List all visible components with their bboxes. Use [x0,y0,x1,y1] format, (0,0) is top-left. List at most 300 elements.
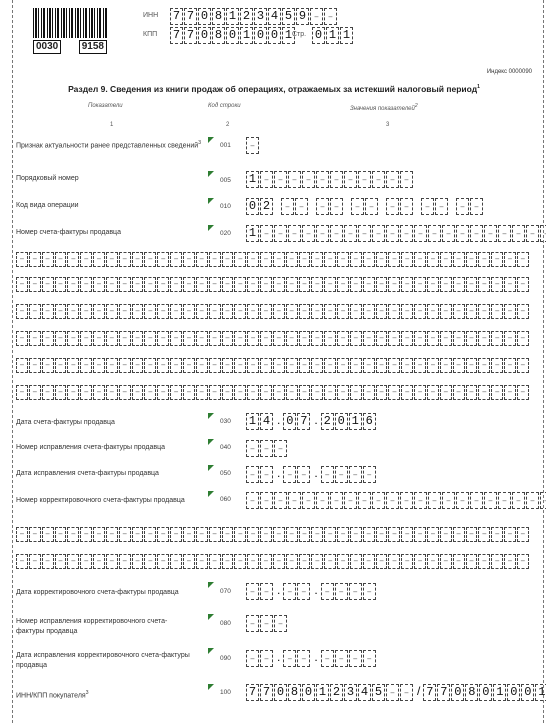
relevance-sign-cell[interactable] [246,137,259,154]
invoice-date-month[interactable]: 0 [283,413,296,430]
invoice-number-continuation-cell[interactable] [491,385,503,400]
invoice-number-continuation-cell[interactable] [170,304,182,319]
invoice-number-continuation-cell[interactable] [132,331,144,346]
invoice-number-continuation-cell[interactable] [491,331,503,346]
invoice-number-continuation-cell[interactable] [376,304,388,319]
adjustment-invoice-number-continuation-cell[interactable] [55,554,67,569]
invoice-number-continuation-cell[interactable] [478,385,490,400]
relevance-sign-field[interactable] [246,137,260,154]
invoice-number-cell[interactable] [484,225,497,242]
invoice-number-continuation-cell[interactable] [504,304,516,319]
invoice-number-continuation-cell[interactable] [132,277,144,292]
invoice-number-continuation-cell[interactable] [401,277,413,292]
invoice-number-cell[interactable] [316,225,329,242]
invoice-number-continuation-cell[interactable] [234,358,246,373]
invoice-number-continuation-cell[interactable] [106,385,118,400]
invoice-number-continuation-cell[interactable] [144,252,156,267]
adjustment-invoice-number-continuation-cell[interactable] [427,554,439,569]
kpp-cell[interactable]: 0 [268,27,281,44]
adjustment-invoice-date-day[interactable] [246,583,259,600]
inn-cell[interactable]: 9 [296,8,309,25]
invoice-number-continuation-cell[interactable] [234,304,246,319]
invoice-number-continuation-cell[interactable] [401,385,413,400]
invoice-number-continuation-cell[interactable] [209,277,221,292]
serial-number-cell[interactable] [302,171,315,188]
operation-code-cell[interactable] [435,198,448,215]
adjustment-correction-date-year[interactable] [349,650,362,667]
operation-code-cell-group[interactable] [281,198,309,215]
invoice-number-continuation-cell[interactable] [132,358,144,373]
invoice-number-continuation-cell[interactable] [106,252,118,267]
adjustment-invoice-number-continuation-cell[interactable] [132,527,144,542]
invoice-number-continuation-cell[interactable] [93,304,105,319]
invoice-number-continuation-row[interactable] [16,385,530,400]
invoice-number-continuation-cell[interactable] [209,304,221,319]
adjustment-invoice-number-field[interactable] [246,492,546,509]
invoice-number-continuation-cell[interactable] [183,277,195,292]
invoice-number-continuation-cell[interactable] [286,385,298,400]
adjustment-invoice-number-continuation-cell[interactable] [209,554,221,569]
adjustment-correction-date-day-group[interactable] [246,650,274,667]
invoice-number-continuation-cell[interactable] [453,304,465,319]
adjustment-invoice-number-continuation-cell[interactable] [29,527,41,542]
invoice-number-cell[interactable] [456,225,469,242]
invoice-number-continuation-cell[interactable] [55,277,67,292]
invoice-number-continuation-cell[interactable] [478,304,490,319]
adjustment-invoice-date-month[interactable] [297,583,310,600]
invoice-number-continuation-cell[interactable] [478,277,490,292]
adjustment-invoice-number-continuation-cell[interactable] [196,527,208,542]
invoice-number-cell[interactable] [302,225,315,242]
invoice-number-continuation-cell[interactable] [42,277,54,292]
adjustment-correction-date-month[interactable] [283,650,296,667]
buyer-inn-cell[interactable]: 0 [302,684,315,701]
invoice-number-continuation-cell[interactable] [16,358,28,373]
invoice-number-cell[interactable]: 1 [246,225,259,242]
invoice-number-continuation-cell[interactable] [350,277,362,292]
invoice-number-continuation-cell[interactable] [504,358,516,373]
adjustment-invoice-number-continuation-cell[interactable] [401,554,413,569]
operation-code-cell[interactable] [386,198,399,215]
invoice-number-continuation-cell[interactable] [42,304,54,319]
invoice-number-continuation-cell[interactable] [363,385,375,400]
invoice-number-continuation-cell[interactable] [55,252,67,267]
buyer-inn-cell[interactable]: 7 [246,684,259,701]
invoice-number-continuation-cell[interactable] [466,252,478,267]
invoice-number-continuation-cell[interactable] [324,304,336,319]
operation-code-cell[interactable]: 0 [246,198,259,215]
invoice-number-continuation-cell[interactable] [491,277,503,292]
serial-number-cell[interactable]: 1 [246,171,259,188]
adjustment-invoice-number-continuation-cell[interactable] [106,527,118,542]
invoice-number-continuation-cell[interactable] [196,304,208,319]
buyer-kpp-cell[interactable]: 0 [521,684,534,701]
invoice-number-continuation-cell[interactable] [55,358,67,373]
adjustment-invoice-number-continuation-cell[interactable] [453,554,465,569]
adjustment-invoice-number-cell[interactable] [470,492,483,509]
adjustment-invoice-number-continuation-cell[interactable] [517,554,529,569]
adjustment-invoice-number-cell[interactable] [274,492,287,509]
invoice-number-continuation-cell[interactable] [286,252,298,267]
adjustment-invoice-number-cell[interactable] [288,492,301,509]
invoice-number-continuation-cell[interactable] [311,277,323,292]
operation-code-cell[interactable] [470,198,483,215]
adjustment-invoice-number-continuation-cell[interactable] [311,527,323,542]
invoice-number-continuation-cell[interactable] [222,277,234,292]
operation-code-cell[interactable]: 2 [260,198,273,215]
invoice-number-continuation-cell[interactable] [388,252,400,267]
invoice-number-continuation-cell[interactable] [119,304,131,319]
invoice-number-continuation-cell[interactable] [80,331,92,346]
invoice-number-continuation-cell[interactable] [196,385,208,400]
invoice-number-continuation-cell[interactable] [67,252,79,267]
invoice-number-cell[interactable] [442,225,455,242]
adjustment-invoice-number-cell[interactable] [428,492,441,509]
adjustment-invoice-number-continuation-cell[interactable] [388,554,400,569]
invoice-number-continuation-cell[interactable] [260,331,272,346]
invoice-number-continuation-row[interactable] [16,358,530,373]
invoice-number-continuation-cell[interactable] [273,252,285,267]
invoice-number-continuation-cell[interactable] [247,252,259,267]
invoice-number-continuation-cell[interactable] [376,252,388,267]
adjustment-invoice-number-cell[interactable] [498,492,511,509]
invoice-correction-date-year[interactable] [349,466,362,483]
invoice-correction-date-month[interactable] [297,466,310,483]
invoice-number-continuation-cell[interactable] [80,385,92,400]
invoice-number-continuation-cell[interactable] [414,277,426,292]
invoice-date-month-group[interactable] [283,413,311,430]
adjustment-invoice-number-continuation-cell[interactable] [183,527,195,542]
adjustment-invoice-number-continuation-cell[interactable] [299,527,311,542]
invoice-number-continuation-cell[interactable] [29,277,41,292]
adjustment-invoice-number-continuation-cell[interactable] [234,527,246,542]
invoice-number-cell[interactable] [400,225,413,242]
operation-code-cell-group[interactable] [351,198,379,215]
invoice-number-continuation-cell[interactable] [209,358,221,373]
invoice-number-continuation-cell[interactable] [466,358,478,373]
adjustment-invoice-number-continuation-cell[interactable] [157,527,169,542]
invoice-number-continuation-cell[interactable] [453,358,465,373]
invoice-number-continuation-cell[interactable] [324,277,336,292]
buyer-inn-cell[interactable]: 5 [372,684,385,701]
inn-cell[interactable]: 3 [254,8,267,25]
invoice-number-cell[interactable] [274,225,287,242]
invoice-number-continuation-cell[interactable] [247,358,259,373]
adjustment-correction-date-field[interactable] [246,650,377,667]
invoice-number-field[interactable] [246,225,546,242]
invoice-number-continuation-cell[interactable] [67,385,79,400]
invoice-number-continuation-cell[interactable] [170,277,182,292]
kpp-cell[interactable]: 1 [282,27,295,44]
invoice-number-continuation-cell[interactable] [504,277,516,292]
adjustment-invoice-date-year-group[interactable] [321,583,377,600]
invoice-number-continuation-cell[interactable] [42,252,54,267]
invoice-number-continuation-cell[interactable] [157,358,169,373]
invoice-correction-number-cell[interactable] [246,440,259,457]
invoice-date-year[interactable]: 2 [321,413,334,430]
invoice-number-continuation-cell[interactable] [183,331,195,346]
invoice-number-continuation-cell[interactable] [414,358,426,373]
adjustment-invoice-date-field[interactable] [246,583,377,600]
adjustment-invoice-date-day-group[interactable] [246,583,274,600]
invoice-number-continuation-cell[interactable] [453,252,465,267]
invoice-number-continuation-cell[interactable] [16,385,28,400]
invoice-number-continuation-cell[interactable] [196,252,208,267]
invoice-number-continuation-cell[interactable] [376,277,388,292]
operation-code-cell[interactable] [365,198,378,215]
invoice-correction-date-day-group[interactable] [246,466,274,483]
invoice-correction-number-cell[interactable] [274,440,287,457]
invoice-number-continuation-cell[interactable] [119,385,131,400]
invoice-number-continuation-cell[interactable] [350,331,362,346]
buyer-kpp-cell[interactable]: 7 [437,684,450,701]
adjustment-invoice-number-continuation-cell[interactable] [478,527,490,542]
invoice-number-continuation-cell[interactable] [80,304,92,319]
serial-number-cell[interactable] [386,171,399,188]
invoice-number-continuation-cell[interactable] [55,385,67,400]
adjustment-invoice-number-cell[interactable] [372,492,385,509]
adjustment-invoice-number-continuation-cell[interactable] [55,527,67,542]
invoice-number-continuation-cell[interactable] [427,331,439,346]
invoice-number-continuation-cell[interactable] [55,331,67,346]
invoice-number-continuation-cell[interactable] [286,331,298,346]
invoice-number-continuation-cell[interactable] [311,304,323,319]
invoice-number-continuation-cell[interactable] [234,385,246,400]
adjustment-invoice-number-continuation-cell[interactable] [183,554,195,569]
invoice-number-continuation-cell[interactable] [337,331,349,346]
invoice-number-continuation-cell[interactable] [311,331,323,346]
invoice-number-continuation-cell[interactable] [196,277,208,292]
invoice-number-continuation-cell[interactable] [67,331,79,346]
inn-cell[interactable]: 5 [282,8,295,25]
serial-number-cell[interactable] [260,171,273,188]
adjustment-invoice-number-cell[interactable] [484,492,497,509]
invoice-number-continuation-cell[interactable] [260,252,272,267]
invoice-number-continuation-cell[interactable] [222,252,234,267]
invoice-number-continuation-cell[interactable] [478,252,490,267]
invoice-number-continuation-cell[interactable] [324,358,336,373]
operation-code-cell-group[interactable] [316,198,344,215]
invoice-number-continuation-cell[interactable] [273,277,285,292]
invoice-number-continuation-cell[interactable] [29,358,41,373]
invoice-number-continuation-cell[interactable] [453,385,465,400]
adjustment-invoice-number-continuation-cell[interactable] [376,527,388,542]
invoice-number-continuation-cell[interactable] [337,304,349,319]
invoice-number-continuation-cell[interactable] [414,331,426,346]
buyer-kpp-cell[interactable]: 1 [493,684,506,701]
invoice-number-continuation-row[interactable] [16,277,530,292]
adjustment-invoice-date-month-group[interactable] [283,583,311,600]
buyer-inn-cell[interactable]: 8 [288,684,301,701]
invoice-number-continuation-cell[interactable] [466,331,478,346]
invoice-number-continuation-cell[interactable] [247,331,259,346]
invoice-number-continuation-cell[interactable] [144,277,156,292]
invoice-date-field[interactable] [246,413,377,430]
invoice-number-continuation-cell[interactable] [157,304,169,319]
adjustment-correction-date-day[interactable] [246,650,259,667]
adjustment-invoice-number-continuation-cell[interactable] [427,527,439,542]
invoice-number-continuation-cell[interactable] [16,252,28,267]
page-number-field[interactable] [312,27,354,44]
invoice-number-continuation-cell[interactable] [299,252,311,267]
adjustment-invoice-number-continuation-cell[interactable] [106,554,118,569]
invoice-number-continuation-cell[interactable] [29,304,41,319]
kpp-cell[interactable]: 0 [226,27,239,44]
invoice-correction-date-month-group[interactable] [283,466,311,483]
invoice-number-continuation-cell[interactable] [517,385,529,400]
invoice-number-continuation-cell[interactable] [144,358,156,373]
invoice-number-cell[interactable] [330,225,343,242]
adjustment-invoice-number-continuation-cell[interactable] [286,527,298,542]
adjustment-invoice-number-continuation-cell[interactable] [286,554,298,569]
adjustment-invoice-number-continuation-cell[interactable] [273,527,285,542]
adjustment-correction-number-field[interactable] [246,615,288,632]
invoice-number-continuation-cell[interactable] [427,385,439,400]
adjustment-invoice-number-continuation-cell[interactable] [132,554,144,569]
invoice-number-continuation-cell[interactable] [119,358,131,373]
adjustment-invoice-number-continuation-cell[interactable] [157,554,169,569]
invoice-number-continuation-cell[interactable] [324,385,336,400]
invoice-number-continuation-cell[interactable] [517,277,529,292]
invoice-number-continuation-cell[interactable] [67,304,79,319]
invoice-number-continuation-cell[interactable] [29,331,41,346]
invoice-number-continuation-cell[interactable] [80,358,92,373]
invoice-number-continuation-cell[interactable] [170,358,182,373]
invoice-number-continuation-cell[interactable] [388,358,400,373]
invoice-number-continuation-cell[interactable] [517,304,529,319]
operation-code-cell[interactable] [316,198,329,215]
invoice-number-cell[interactable] [288,225,301,242]
invoice-number-continuation-cell[interactable] [440,252,452,267]
adjustment-invoice-number-cell[interactable] [414,492,427,509]
invoice-number-continuation-cell[interactable] [170,331,182,346]
invoice-correction-date-year[interactable] [335,466,348,483]
invoice-number-continuation-cell[interactable] [324,331,336,346]
invoice-number-continuation-cell[interactable] [478,331,490,346]
invoice-number-continuation-row[interactable] [16,304,530,319]
adjustment-invoice-number-continuation-row[interactable] [16,527,530,542]
buyer-kpp-cell[interactable]: 7 [423,684,436,701]
adjustment-invoice-number-continuation-cell[interactable] [350,527,362,542]
invoice-number-continuation-cell[interactable] [388,385,400,400]
invoice-number-continuation-cell[interactable] [29,252,41,267]
invoice-number-cell[interactable] [260,225,273,242]
inn-cell[interactable]: 2 [240,8,253,25]
adjustment-invoice-number-continuation-cell[interactable] [29,554,41,569]
invoice-number-continuation-cell[interactable] [222,304,234,319]
invoice-number-continuation-cell[interactable] [106,304,118,319]
adjustment-invoice-number-continuation-cell[interactable] [93,554,105,569]
adjustment-invoice-number-cell[interactable] [386,492,399,509]
invoice-date-month[interactable]: 7 [297,413,310,430]
inn-cell[interactable]: 4 [268,8,281,25]
adjustment-invoice-number-continuation-cell[interactable] [478,554,490,569]
adjustment-invoice-number-continuation-cell[interactable] [170,554,182,569]
invoice-number-continuation-cell[interactable] [414,252,426,267]
invoice-number-continuation-cell[interactable] [504,252,516,267]
adjustment-invoice-number-cell[interactable] [358,492,371,509]
invoice-number-continuation-cell[interactable] [234,331,246,346]
adjustment-invoice-number-continuation-cell[interactable] [170,527,182,542]
invoice-number-continuation-cell[interactable] [93,331,105,346]
invoice-number-continuation-cell[interactable] [93,252,105,267]
adjustment-invoice-number-continuation-cell[interactable] [376,554,388,569]
adjustment-invoice-date-day[interactable] [260,583,273,600]
adjustment-invoice-date-year[interactable] [321,583,334,600]
invoice-number-cell[interactable] [512,225,525,242]
invoice-number-continuation-cell[interactable] [260,385,272,400]
invoice-number-continuation-cell[interactable] [106,331,118,346]
adjustment-invoice-number-cell[interactable] [316,492,329,509]
invoice-number-continuation-cell[interactable] [55,304,67,319]
invoice-number-continuation-cell[interactable] [80,277,92,292]
adjustment-invoice-number-continuation-cell[interactable] [260,527,272,542]
invoice-number-continuation-cell[interactable] [440,331,452,346]
invoice-correction-date-year[interactable] [321,466,334,483]
invoice-correction-date-year[interactable] [363,466,376,483]
adjustment-invoice-date-year[interactable] [363,583,376,600]
invoice-number-continuation-cell[interactable] [299,358,311,373]
adjustment-invoice-number-continuation-cell[interactable] [440,527,452,542]
invoice-number-continuation-cell[interactable] [273,385,285,400]
operation-code-fields[interactable] [246,198,484,215]
operation-code-cell[interactable] [456,198,469,215]
adjustment-invoice-number-cell[interactable] [344,492,357,509]
operation-code-cell[interactable] [295,198,308,215]
adjustment-invoice-number-continuation-cell[interactable] [504,527,516,542]
invoice-number-continuation-cell[interactable] [183,385,195,400]
invoice-number-continuation-cell[interactable] [363,252,375,267]
invoice-number-continuation-cell[interactable] [350,304,362,319]
adjustment-invoice-number-continuation-cell[interactable] [324,554,336,569]
invoice-number-continuation-cell[interactable] [183,304,195,319]
invoice-number-continuation-cell[interactable] [504,385,516,400]
invoice-number-continuation-cell[interactable] [144,331,156,346]
invoice-number-continuation-cell[interactable] [209,331,221,346]
buyer-inn-kpp-field[interactable] [246,684,546,701]
adjustment-correction-date-month-group[interactable] [283,650,311,667]
adjustment-invoice-number-continuation-cell[interactable] [222,554,234,569]
serial-number-cell[interactable] [400,171,413,188]
adjustment-invoice-number-continuation-cell[interactable] [80,554,92,569]
adjustment-invoice-number-cell[interactable] [246,492,259,509]
invoice-number-continuation-cell[interactable] [42,358,54,373]
invoice-number-continuation-cell[interactable] [299,331,311,346]
invoice-number-continuation-cell[interactable] [491,252,503,267]
adjustment-invoice-number-continuation-cell[interactable] [350,554,362,569]
buyer-inn-cell-group[interactable] [246,684,414,701]
adjustment-invoice-number-continuation-cell[interactable] [260,554,272,569]
adjustment-correction-number-cell[interactable] [274,615,287,632]
invoice-correction-date-day[interactable] [246,466,259,483]
operation-code-cell-group[interactable] [246,198,274,215]
invoice-number-continuation-cell[interactable] [260,304,272,319]
adjustment-invoice-number-continuation-cell[interactable] [440,554,452,569]
invoice-number-cell[interactable] [386,225,399,242]
invoice-number-continuation-cell[interactable] [106,277,118,292]
serial-number-cell[interactable] [344,171,357,188]
invoice-date-year[interactable]: 0 [335,413,348,430]
invoice-number-continuation-cell[interactable] [299,385,311,400]
invoice-number-continuation-cell[interactable] [286,277,298,292]
adjustment-invoice-number-continuation-cell[interactable] [119,554,131,569]
adjustment-invoice-number-continuation-cell[interactable] [209,527,221,542]
kpp-cell[interactable]: 1 [240,27,253,44]
invoice-number-continuation-cell[interactable] [427,358,439,373]
inn-cell[interactable]: 1 [226,8,239,25]
invoice-number-continuation-cell[interactable] [440,304,452,319]
inn-cell[interactable]: 0 [198,8,211,25]
